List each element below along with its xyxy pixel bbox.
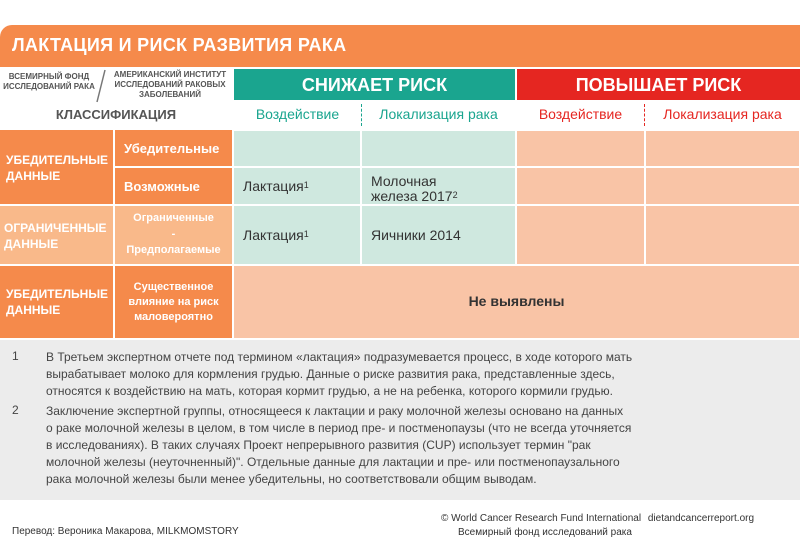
note-number: 2 [12, 403, 19, 417]
substantial-label: Существенное влияние на риск маловероятно [128, 281, 219, 323]
limited-exposure-text [243, 228, 309, 243]
copyright-line [441, 513, 754, 524]
page-title: ЛАКТАЦИЯ И РИСК РАЗВИТИЯ РАКА [12, 35, 347, 55]
probable-site-line1: Молочная [371, 173, 437, 189]
increases-risk-header [517, 69, 800, 100]
cell-convincing-site [361, 130, 516, 167]
note-line: В Третьем экспертном отчете под термином «лактация» подразумевается процесс, в ходе которого мать [46, 350, 633, 364]
limited-exposure-value: Лактация [243, 227, 304, 243]
probable-site-text [371, 174, 458, 204]
convincing-label: Убедительные [124, 141, 220, 156]
none-found-text: Не выявлены [468, 293, 565, 309]
note-line: рака молочной железы были менее убедительны, но соответствовали общим выводам. [46, 472, 537, 486]
decreases-risk-header [234, 69, 515, 100]
cell-substantial-merged [233, 265, 800, 339]
divider-slash [96, 69, 106, 103]
cell-increase-convincing-exposure [516, 130, 645, 167]
cell-increase-convincing-site [645, 130, 800, 167]
limited-row-header [115, 206, 232, 264]
footnote-ref-1: 1 [303, 180, 309, 190]
limited-dash: - [171, 228, 176, 240]
cell-increase-limited-exposure [516, 205, 645, 265]
decreases-risk-label: СНИЖАЕТ РИСК [301, 75, 448, 95]
limited-group-header [0, 206, 113, 264]
convincing-group-header [0, 130, 113, 204]
substantial-group-label: УБЕДИТЕЛЬНЫЕ ДАННЫЕ [6, 287, 109, 317]
probable-row-header [115, 168, 232, 204]
cell-increase-limited-site [645, 205, 800, 265]
increase-exposure-header: Воздействие [517, 100, 644, 128]
convincing-group-label: УБЕДИТЕЛЬНЫЕ ДАННЫЕ [6, 153, 109, 183]
suggestive-label: Предполагаемые [126, 244, 221, 256]
note-line: Заключение экспертной группы, относящееся к лактации и раку молочной железы основано на данных [46, 404, 624, 418]
note-text [46, 349, 791, 400]
substantial-group-header [0, 266, 113, 338]
note-line: вырабатывает молоко для кормления грудью. Данные о риске развития рака, представленные здесь, [46, 367, 615, 381]
note-line: относятся к воздействию на мать, которая кормит грудью, а не на ребенка, которого кормили грудью. [46, 384, 613, 398]
note-line: о раке молочной железы в целом, в том числе в период пре- и постменопаузы (что не всегда уточняется [46, 421, 632, 435]
cell-increase-probable-site [645, 167, 800, 205]
footnote-ref-1: 1 [303, 229, 309, 239]
probable-exposure-text [243, 179, 309, 194]
translation-credit: Перевод: Вероника Макарова, MILKMOMSTORY [12, 526, 239, 537]
limited-site-text: Яичники 2014 [371, 227, 461, 243]
copyright-text: © World Cancer Research Fund International [441, 513, 642, 524]
note-number: 1 [12, 349, 19, 363]
probable-exposure-value: Лактация [243, 178, 304, 194]
increases-risk-label: ПОВЫШАЕТ РИСК [575, 75, 742, 95]
note-line: в исследованиях). В таких случаях Проект непрерывного развития (CUP) использует термин "рак [46, 438, 591, 452]
decrease-exposure-header: Воздействие [234, 100, 361, 128]
probable-label: Возможные [124, 179, 200, 194]
footnotes-panel [0, 340, 800, 500]
limited-group-label: ОГРАНИЧЕННЫЕ ДАННЫЕ [4, 221, 107, 251]
footnote-ref-2: 2 [452, 190, 458, 200]
website-link[interactable]: dietandcancerreport.org [647, 513, 755, 524]
probable-site-line2 [371, 189, 458, 204]
substantial-row-header [115, 266, 232, 338]
title-bar [0, 25, 800, 67]
probable-site-value: железа 2017 [371, 188, 453, 204]
convincing-row-header [115, 130, 232, 166]
note-line: молочной железы (неуточненный)". Отдельные данные для лактации и пре- или постменопаузального [46, 455, 620, 469]
fund-name: Всемирный фонд исследований рака [458, 527, 632, 538]
classification-label: КЛАССИФИКАЦИЯ [55, 107, 177, 122]
decrease-site-header: Локализация рака [362, 100, 515, 128]
limited-label: Ограниченные [133, 212, 214, 224]
increase-site-header: Локализация рака [645, 100, 800, 128]
cell-increase-probable-exposure [516, 167, 645, 205]
note-text [46, 403, 791, 488]
wcrf-label: ВСЕМИРНЫЙ ФОНД ИССЛЕДОВАНИЙ РАКА [3, 72, 95, 91]
cell-convincing-exposure [233, 130, 361, 167]
aicr-label: АМЕРИКАНСКИЙ ИНСТИТУТ ИССЛЕДОВАНИЙ РАКОВЫХ ЗАБОЛЕВАНИЙ [113, 70, 227, 99]
